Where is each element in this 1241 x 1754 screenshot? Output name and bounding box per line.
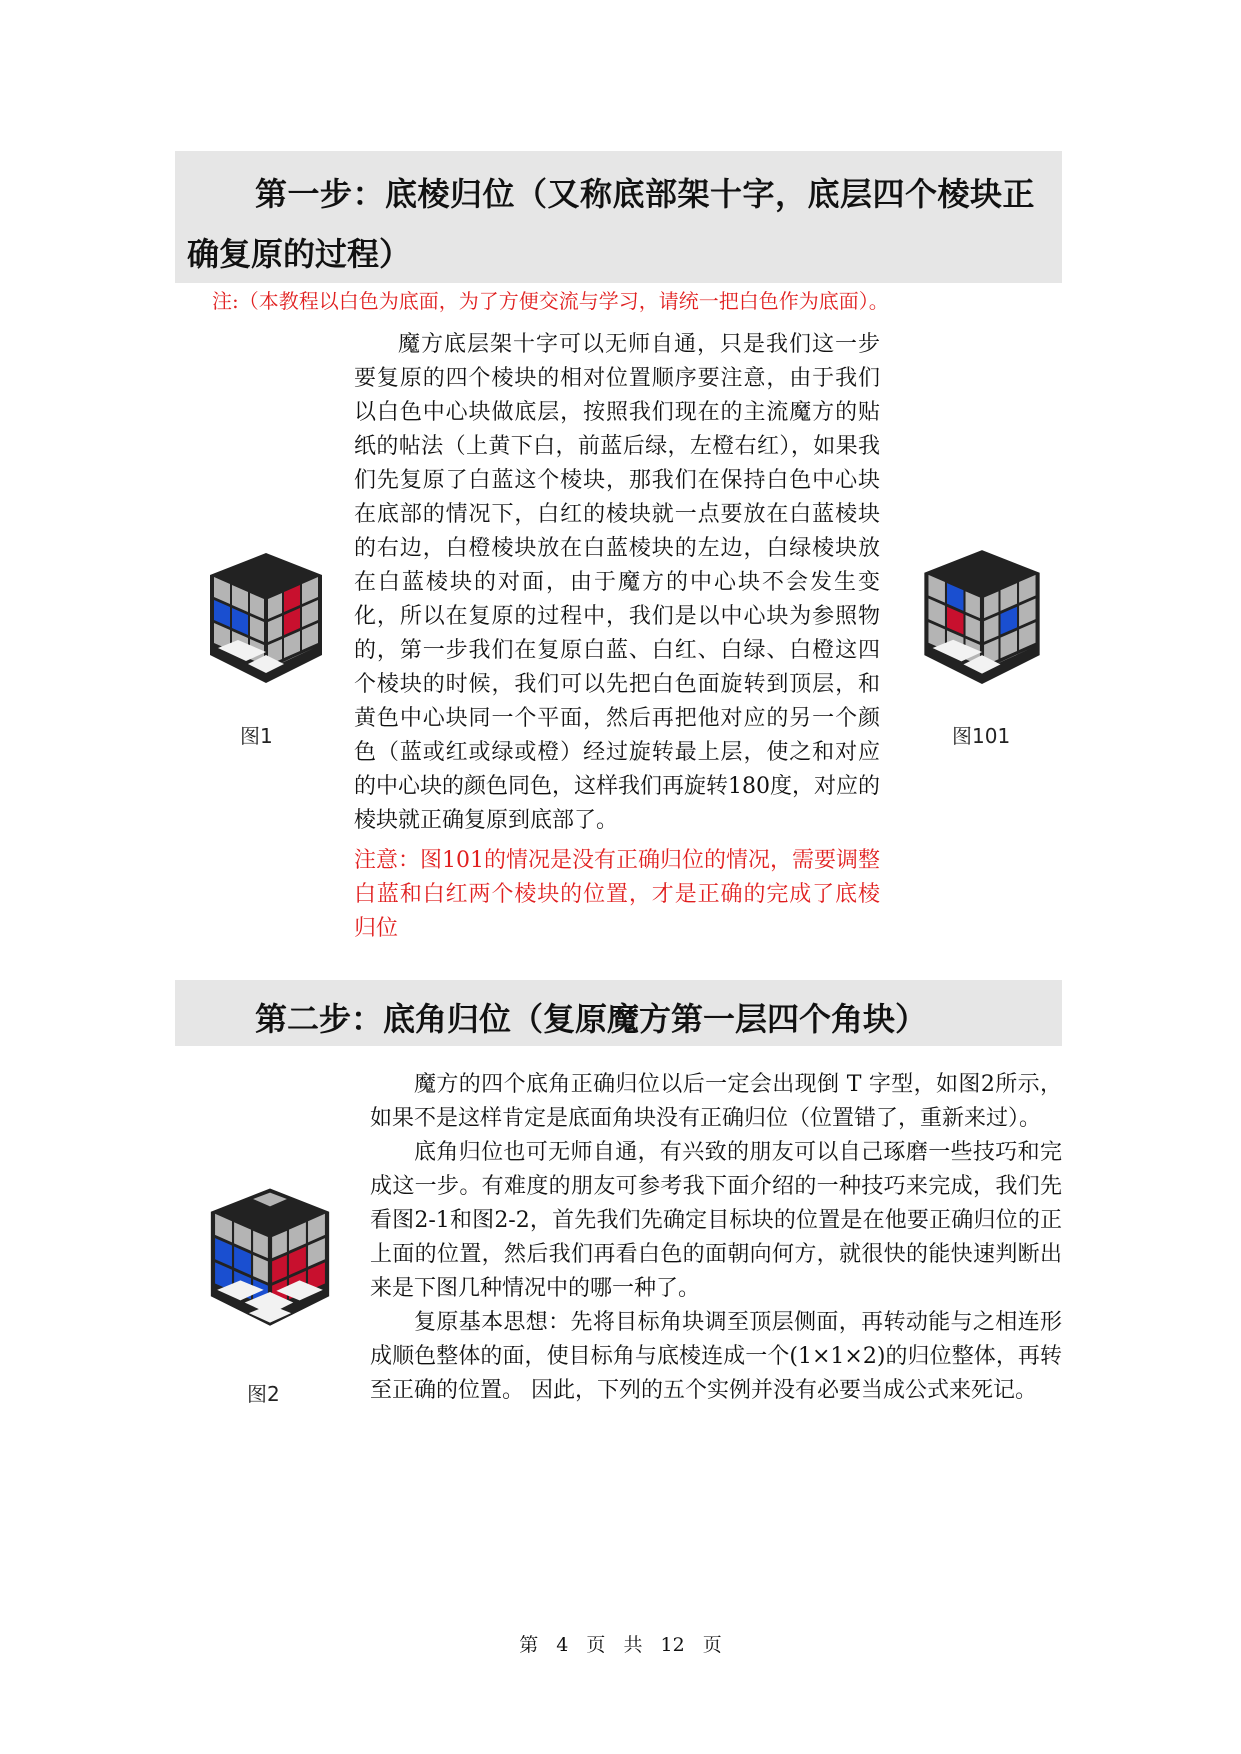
section1-body-block <box>354 328 880 946</box>
page-footer <box>0 1630 1241 1657</box>
section1-heading <box>175 151 1062 283</box>
section2-heading-text: 第二步：底角归位（复原魔方第一层四个角块） <box>255 1000 928 1038</box>
figure-1-caption: 图1 <box>240 724 273 748</box>
figure-2-caption: 图2 <box>247 1382 280 1406</box>
section2-para3: 复原基本思想：先将目标角块调至顶层侧面，再转动能与之相连形成顺色整体的面，使目标角与底棱连成一个(1×1×2)的归位整体，再转至正确的位置。 因此，下列的五个实例并没有必要当成公式来死记。 <box>370 1310 1062 1403</box>
section1-heading-line2: 确复原的过程） <box>187 235 412 273</box>
footer-page-number: 4 <box>556 1634 569 1656</box>
footer-total-pages: 12 <box>660 1634 685 1656</box>
section1-note: 注:（本教程以白色为底面，为了方便交流与学习，请统一把白色作为底面）。 <box>212 289 889 313</box>
section1-warning: 注意：图101的情况是没有正确归位的情况，需要调整白蓝和白红两个棱块的位置，才是正确的完成了底棱归位 <box>354 848 880 941</box>
footer-word-ye-2: 页 <box>702 1634 722 1656</box>
figure-101-cube <box>912 540 1052 690</box>
section2-body-block <box>370 1068 1062 1408</box>
footer-word-gong: 共 <box>623 1634 643 1656</box>
section1-heading-line1: 第一步：底棱归位（又称底部架十字，底层四个棱块正 <box>255 175 1036 213</box>
section1-body: 魔方底层架十字可以无师自通，只是我们这一步要复原的四个棱块的相对位置顺序要注意，由于我们以白色中心块做底层，按照我们现在的主流魔方的贴纸的帖法（上黄下白，前蓝后绿，左橙右红），如果我们先复原了白蓝这个棱块，那我们在保持白色中心块在底部的情况下，白红的棱块就一点要放在白蓝棱块的右边，白橙棱块放在白蓝棱块的左边，白绿棱块放在白蓝棱块的对面，由于魔方的中心块不会发生变化，所以在复原的过程中，我们是以中心块为参照物的，第一步我们在复原白蓝、白红、白绿、白橙这四个棱块的时候，我们可以先把白色面旋转到顶层，和黄色中心块同一个平面，然后再把他对应的另一个颜色（蓝或红或绿或橙）经过旋转最上层，使之和对应的中心块的颜色同色，这样我们再旋转180度，对应的棱块就正确复原到底部了。 <box>354 332 880 833</box>
figure-2-cube <box>198 1180 342 1330</box>
section2-para2: 底角归位也可无师自通，有兴致的朋友可以自己琢磨一些技巧和完成这一步。有难度的朋友可参考我下面介绍的一种技巧来完成，我们先看图2-1和图2-2，首先我们先确定目标块的位置是在他要正确归位的正上面的位置，然后我们再看白色的面朝向何方，就很快的能快速判断出来是下图几种情况中的哪一种了。 <box>370 1140 1062 1301</box>
figure-101-caption: 图101 <box>952 724 1011 748</box>
section2-heading <box>175 980 1062 1046</box>
footer-word-di: 第 <box>519 1634 539 1656</box>
footer-word-ye: 页 <box>586 1634 606 1656</box>
figure-1-cube <box>198 545 334 687</box>
section2-para1: 魔方的四个底角正确归位以后一定会出现倒 T 字型，如图2所示，如果不是这样肯定是底面角块没有正确归位（位置错了，重新来过）。 <box>370 1072 1062 1131</box>
